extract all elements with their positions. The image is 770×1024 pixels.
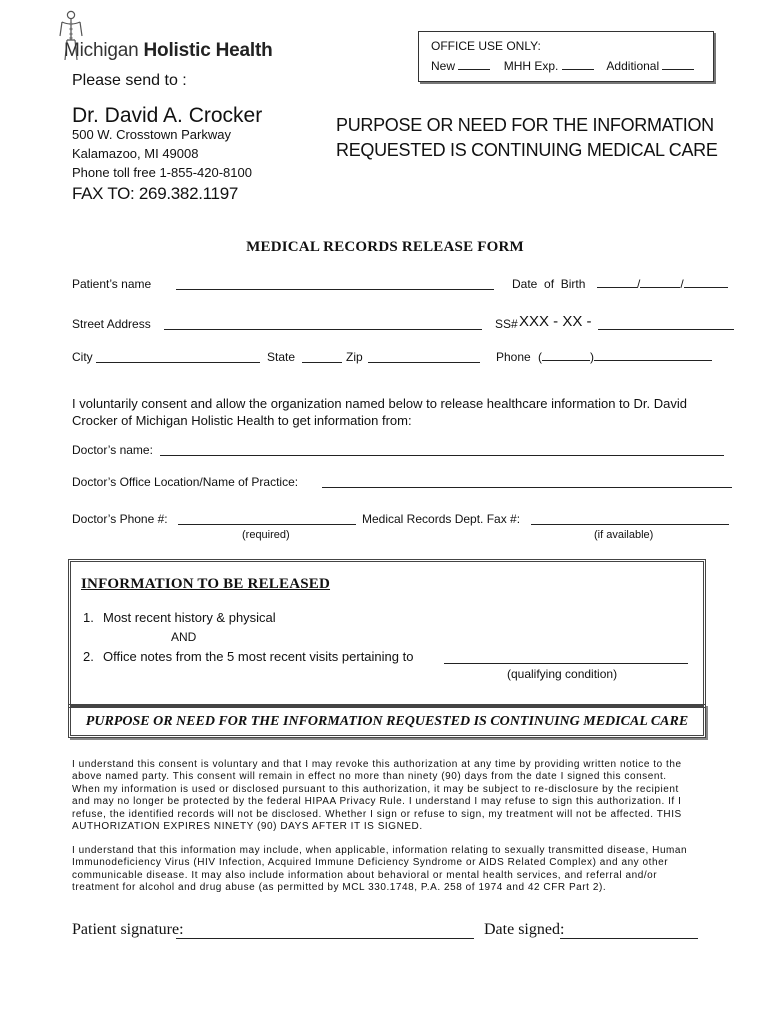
patient-signature-label: Patient signature:	[72, 921, 184, 938]
office-additional-field[interactable]	[662, 69, 694, 70]
consent-line-1: I voluntarily consent and allow the organization named below to release healthcare information to Dr. David	[72, 396, 687, 411]
city-label: City	[72, 350, 93, 364]
city-field[interactable]	[96, 350, 260, 363]
legal-line: I understand this consent is voluntary and that I may revoke this authorization at any time by providing written notice to the	[72, 759, 682, 770]
office-new-field[interactable]	[458, 69, 490, 70]
required-note: (required)	[242, 529, 290, 541]
date-signed-field[interactable]	[560, 924, 698, 939]
records-fax-label: Medical Records Dept. Fax #:	[362, 512, 521, 526]
patient-name-field[interactable]	[176, 277, 494, 290]
purpose-box-text: PURPOSE OR NEED FOR THE INFORMATION REQUESTED IS CONTINUING MEDICAL CARE	[85, 714, 689, 729]
date-signed-label: Date signed:	[484, 921, 565, 938]
ss-label: SS#	[495, 317, 518, 331]
ss-prefix: XXX - XX -	[519, 313, 592, 330]
purpose-heading-line-1: PURPOSE OR NEED FOR THE INFORMATION	[336, 115, 714, 135]
office-new-label: New	[431, 59, 456, 73]
legal-line: refuse, the identified records will not be disclosed. Whether I sign or refuse to sign, my treatment will not be affected. THIS	[72, 808, 682, 820]
street-address-label: Street Address	[72, 317, 151, 331]
info-release-box	[68, 559, 706, 708]
state-field[interactable]	[302, 350, 342, 363]
logo	[52, 10, 273, 62]
office-use-title: OFFICE USE ONLY:	[431, 39, 541, 53]
doctor-name-label: Doctor’s name:	[72, 443, 153, 457]
phone-label: Phone	[496, 350, 531, 364]
doctor-office-field[interactable]	[322, 475, 732, 488]
if-available-note: (if available)	[594, 529, 654, 541]
fax-to: FAX TO: 269.382.1197	[72, 184, 239, 203]
legal-line: treatment for alcohol and drug abuse (as permitted by MCL 330.1748, P.A. 258 of 1974 and 42 CFR Part 2).	[72, 882, 607, 894]
legal-paragraph-2	[72, 845, 687, 895]
qualifying-condition-note: (qualifying condition)	[507, 667, 618, 681]
office-mhh-label: MHH Exp.	[503, 59, 559, 73]
info-release-title: INFORMATION TO BE RELEASED	[81, 576, 331, 592]
doctor-name-heading: Dr. David A. Crocker	[72, 104, 263, 127]
office-use-box	[418, 31, 714, 82]
dob-label: Date of Birth	[512, 277, 586, 291]
office-mhh-field[interactable]	[562, 69, 594, 70]
item-1-number: 1.	[83, 610, 94, 625]
records-fax-field[interactable]	[531, 512, 729, 525]
legal-line: communicable disease. It may also include information about behavioral or mental health services, and referral and/or	[72, 869, 658, 881]
ss-field[interactable]	[598, 317, 734, 330]
patient-signature-field[interactable]	[176, 924, 474, 939]
legal-line: AUTHORIZATION EXPIRES NINETY (90) DAYS AFTER IT IS SIGNED.	[72, 821, 423, 833]
qualifying-condition-field[interactable]	[444, 651, 688, 664]
legal-line: above named party. This consent will remain in effect no more than ninety (90) days from the date I signed this consent.	[72, 771, 667, 783]
legal-line: When my information is used or disclosed pursuant to this authorization, it may be subject to re-disclosure by the recipient	[72, 783, 679, 795]
doctor-phone-label: Doctor’s Phone #:	[72, 512, 168, 526]
doctor-name-field[interactable]	[160, 443, 724, 456]
item-2-number: 2.	[83, 649, 94, 664]
zip-label: Zip	[346, 350, 363, 364]
item-1: Most recent history & physical	[103, 610, 276, 625]
purpose-heading-line-2: REQUESTED IS CONTINUING MEDICAL CARE	[336, 140, 718, 160]
legal-line: I understand that this information may include, when applicable, information relating to sexually transmitted disease, Human	[72, 845, 688, 856]
logo-text: Michigan Holistic Health	[64, 40, 273, 61]
phone-field[interactable]: ( )	[538, 350, 712, 364]
doctor-phone-field[interactable]	[178, 512, 356, 525]
zip-field[interactable]	[368, 350, 480, 363]
legal-paragraph-1	[72, 759, 682, 833]
item-2: Office notes from the 5 most recent visits pertaining to	[103, 649, 414, 664]
office-additional-label: Additional	[606, 59, 660, 73]
patient-name-label: Patient’s name	[72, 277, 152, 291]
phone-toll-free: Phone toll free 1-855-420-8100	[72, 165, 252, 180]
purpose-box	[68, 704, 706, 738]
street-address-field[interactable]	[164, 317, 482, 330]
address-line-2: Kalamazoo, MI 49008	[72, 146, 199, 161]
address-line-1: 500 W. Crosstown Parkway	[72, 127, 231, 142]
dob-field[interactable]: / /	[597, 277, 728, 291]
legal-line: and may no longer be protected by the federal HIPAA Privacy Rule. I understand I may refuse to sign this authorization. If I	[72, 796, 682, 808]
send-to-label: Please send to :	[72, 72, 187, 89]
office-use-fields	[431, 59, 694, 73]
legal-line: Immunodeficiency Virus (HIV Infection, Acquired Immune Deficiency Syndrome or AIDS Related Complex) and any other	[72, 857, 669, 869]
and-text: AND	[171, 630, 197, 644]
doctor-office-label: Doctor’s Office Location/Name of Practice:	[72, 475, 299, 489]
form-title: MEDICAL RECORDS RELEASE FORM	[246, 239, 524, 255]
consent-line-2: Crocker of Michigan Holistic Health to get information from:	[72, 413, 412, 428]
state-label: State	[267, 350, 296, 364]
